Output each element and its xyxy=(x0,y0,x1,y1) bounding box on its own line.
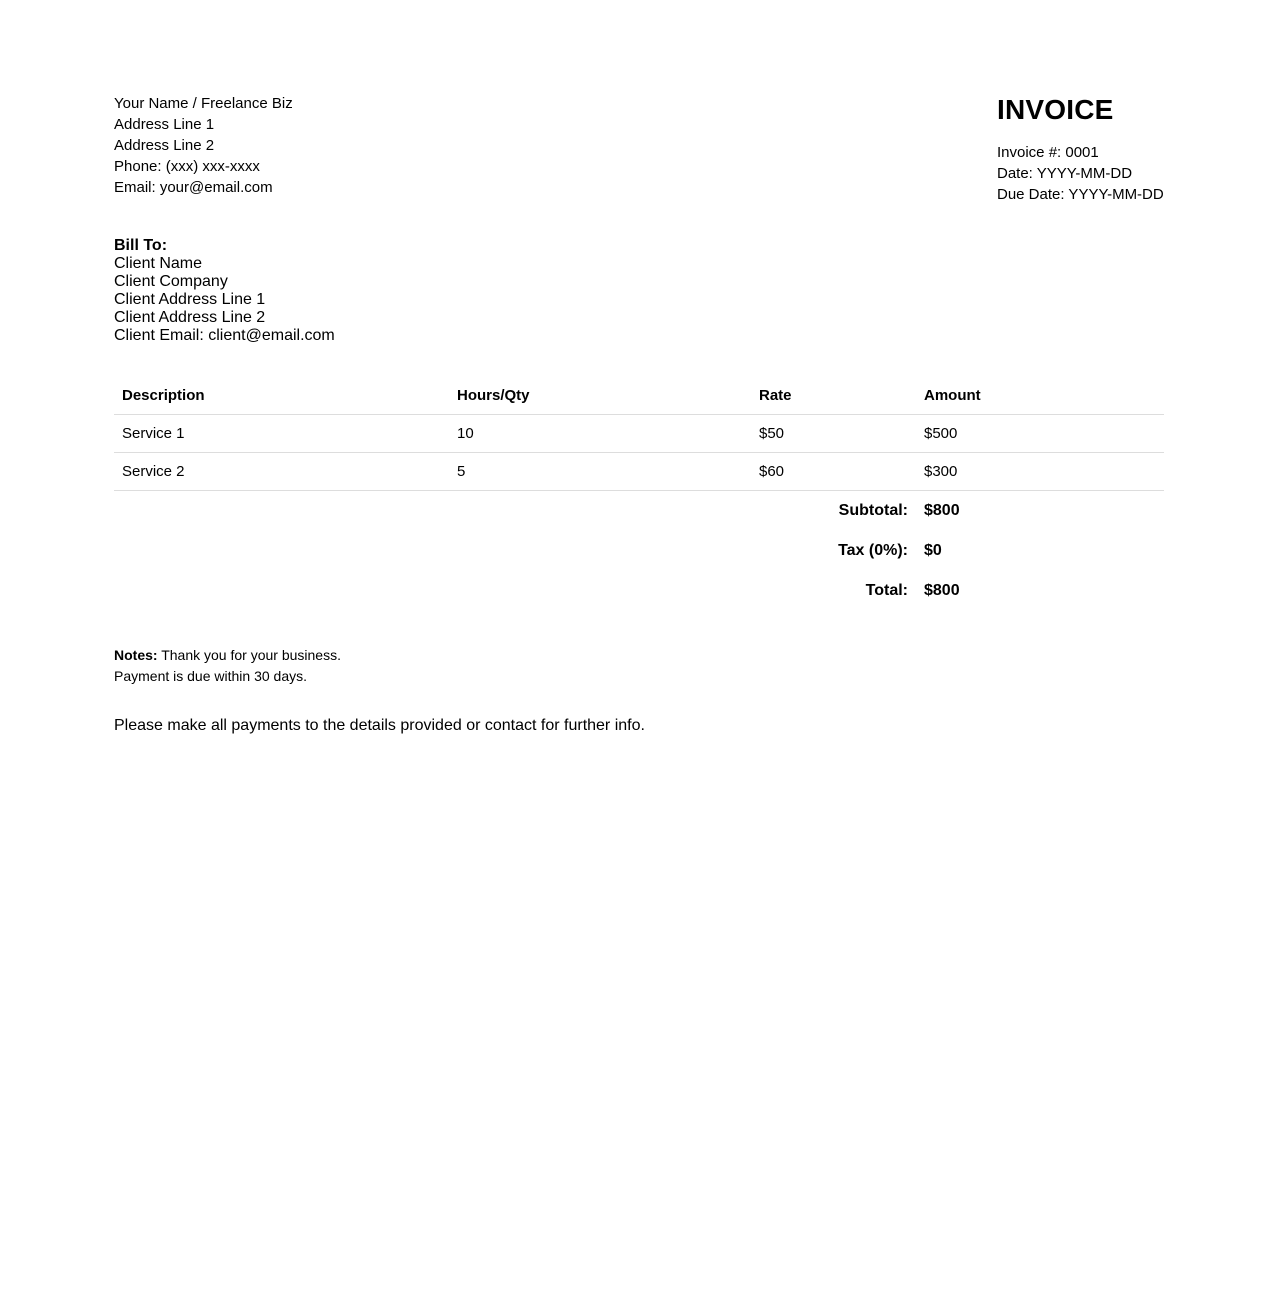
total-row xyxy=(114,571,1164,611)
payment-message: Please make all payments to the details provided or contact for further info. xyxy=(114,717,645,734)
cell-description: Service 1 xyxy=(114,415,449,453)
cell-description: Service 2 xyxy=(114,453,449,491)
column-header-rate: Rate xyxy=(751,377,916,415)
notes-text: Thank you for your business. xyxy=(157,647,341,663)
client-address-line-2: Client Address Line 2 xyxy=(114,309,266,326)
cell-amount: $500 xyxy=(916,415,1164,453)
client-name: Client Name xyxy=(114,255,203,272)
cell-qty: 5 xyxy=(449,453,751,491)
invoice-meta-block xyxy=(997,93,1164,205)
cell-rate: $50 xyxy=(751,415,916,453)
sender-address-line-1: Address Line 1 xyxy=(114,116,215,133)
column-header-description: Description xyxy=(114,377,449,415)
notes-label: Notes: xyxy=(114,647,158,663)
sender-name: Your Name / Freelance Biz xyxy=(114,95,293,112)
table-row xyxy=(114,453,1164,491)
tax-label: Tax (0%): xyxy=(838,542,908,559)
total-value: $800 xyxy=(924,582,960,599)
total-label: Total: xyxy=(865,582,908,599)
table-header-row xyxy=(114,377,1164,415)
subtotal-value: $800 xyxy=(924,502,960,519)
invoice-number: Invoice #: 0001 xyxy=(997,144,1099,161)
client-address-line-1: Client Address Line 1 xyxy=(114,291,266,308)
sender-phone: Phone: (xxx) xxx-xxxx xyxy=(114,158,260,175)
subtotal-label: Subtotal: xyxy=(838,502,908,519)
cell-rate: $60 xyxy=(751,453,916,491)
bill-to-label: Bill To: xyxy=(114,237,168,254)
sender-info xyxy=(114,93,293,198)
cell-amount: $300 xyxy=(916,453,1164,491)
invoice-due-date: Due Date: YYYY-MM-DD xyxy=(997,186,1164,203)
tax-value: $0 xyxy=(924,542,942,559)
subtotal-row xyxy=(114,491,1164,532)
sender-email: Email: your@email.com xyxy=(114,179,273,196)
sender-address-line-2: Address Line 2 xyxy=(114,137,215,154)
invoice-header xyxy=(114,93,1164,213)
table-row xyxy=(114,415,1164,453)
tax-row xyxy=(114,531,1164,571)
invoice-date: Date: YYYY-MM-DD xyxy=(997,165,1133,182)
invoice-page xyxy=(114,93,1164,213)
client-email: Client Email: client@email.com xyxy=(114,327,335,344)
cell-qty: 10 xyxy=(449,415,751,453)
bill-to-block xyxy=(114,237,335,345)
invoice-title: INVOICE xyxy=(997,94,1114,125)
line-items-table xyxy=(114,377,1164,611)
column-header-amount: Amount xyxy=(916,377,1164,415)
client-company: Client Company xyxy=(114,273,228,290)
column-header-hours-qty: Hours/Qty xyxy=(449,377,751,415)
notes-line-2: Payment is due within 30 days. xyxy=(114,668,307,684)
notes-line-1 xyxy=(114,645,341,666)
notes-block xyxy=(114,645,341,687)
